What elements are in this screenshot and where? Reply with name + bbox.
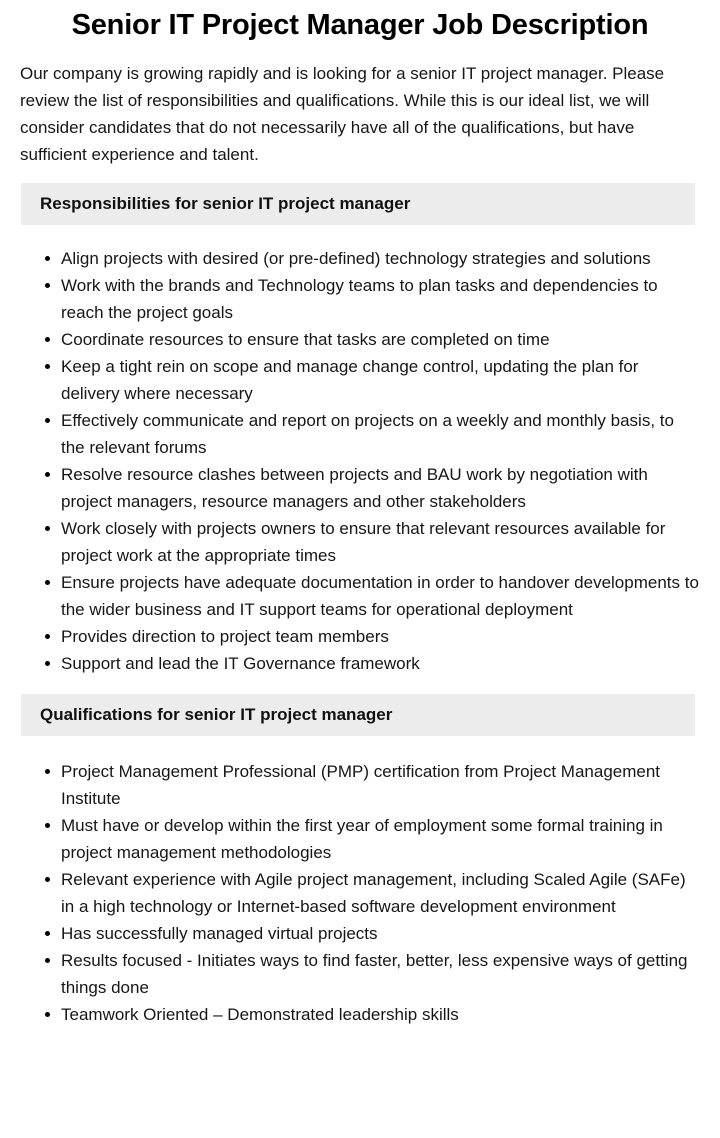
list-item: Support and lead the IT Governance framework [61,650,700,677]
list-item: Project Management Professional (PMP) certification from Project Management Institute [61,758,700,812]
list-item: Relevant experience with Agile project management, including Scaled Agile (SAFe) in a high technology or Internet-based software development environment [61,866,700,920]
list-item: Align projects with desired (or pre-defined) technology strategies and solutions [61,245,700,272]
list-item: Resolve resource clashes between projects and BAU work by negotiation with project managers, resource managers and other stakeholders [61,461,700,515]
qualifications-list [0,758,700,1028]
qualifications-header-bar [21,694,695,736]
intro-paragraph: Our company is growing rapidly and is looking for a senior IT project manager. Please review the list of responsibilities and qualifications. While this is our ideal list, we will consider candidates that do not necessarily have all of the qualifications, but have sufficient experience and talent. [20,64,665,164]
list-item: Coordinate resources to ensure that tasks are completed on time [61,326,700,353]
qualifications-section [0,694,720,1028]
list-item: Provides direction to project team members [61,623,700,650]
list-item: Has successfully managed virtual projects [61,920,700,947]
list-item: Work with the brands and Technology teams to plan tasks and dependencies to reach the project goals [61,272,700,326]
list-item: Teamwork Oriented – Demonstrated leadership skills [61,1001,700,1028]
responsibilities-section [0,183,720,677]
list-item: Effectively communicate and report on projects on a weekly and monthly basis, to the relevant forums [61,407,700,461]
qualifications-heading: Qualifications for senior IT project manager [40,705,393,724]
list-item: Must have or develop within the first year of employment some formal training in project management methodologies [61,812,700,866]
list-item: Ensure projects have adequate documentation in order to handover developments to the wider business and IT support teams for operational deployment [61,569,700,623]
list-item: Keep a tight rein on scope and manage change control, updating the plan for delivery where necessary [61,353,700,407]
page-title: Senior IT Project Manager Job Description [71,9,649,41]
responsibilities-header-bar [21,183,695,225]
responsibilities-heading: Responsibilities for senior IT project manager [40,194,411,213]
list-item: Work closely with projects owners to ensure that relevant resources available for project work at the appropriate times [61,515,700,569]
list-item: Results focused - Initiates ways to find faster, better, less expensive ways of getting things done [61,947,700,1001]
responsibilities-list [0,245,700,677]
